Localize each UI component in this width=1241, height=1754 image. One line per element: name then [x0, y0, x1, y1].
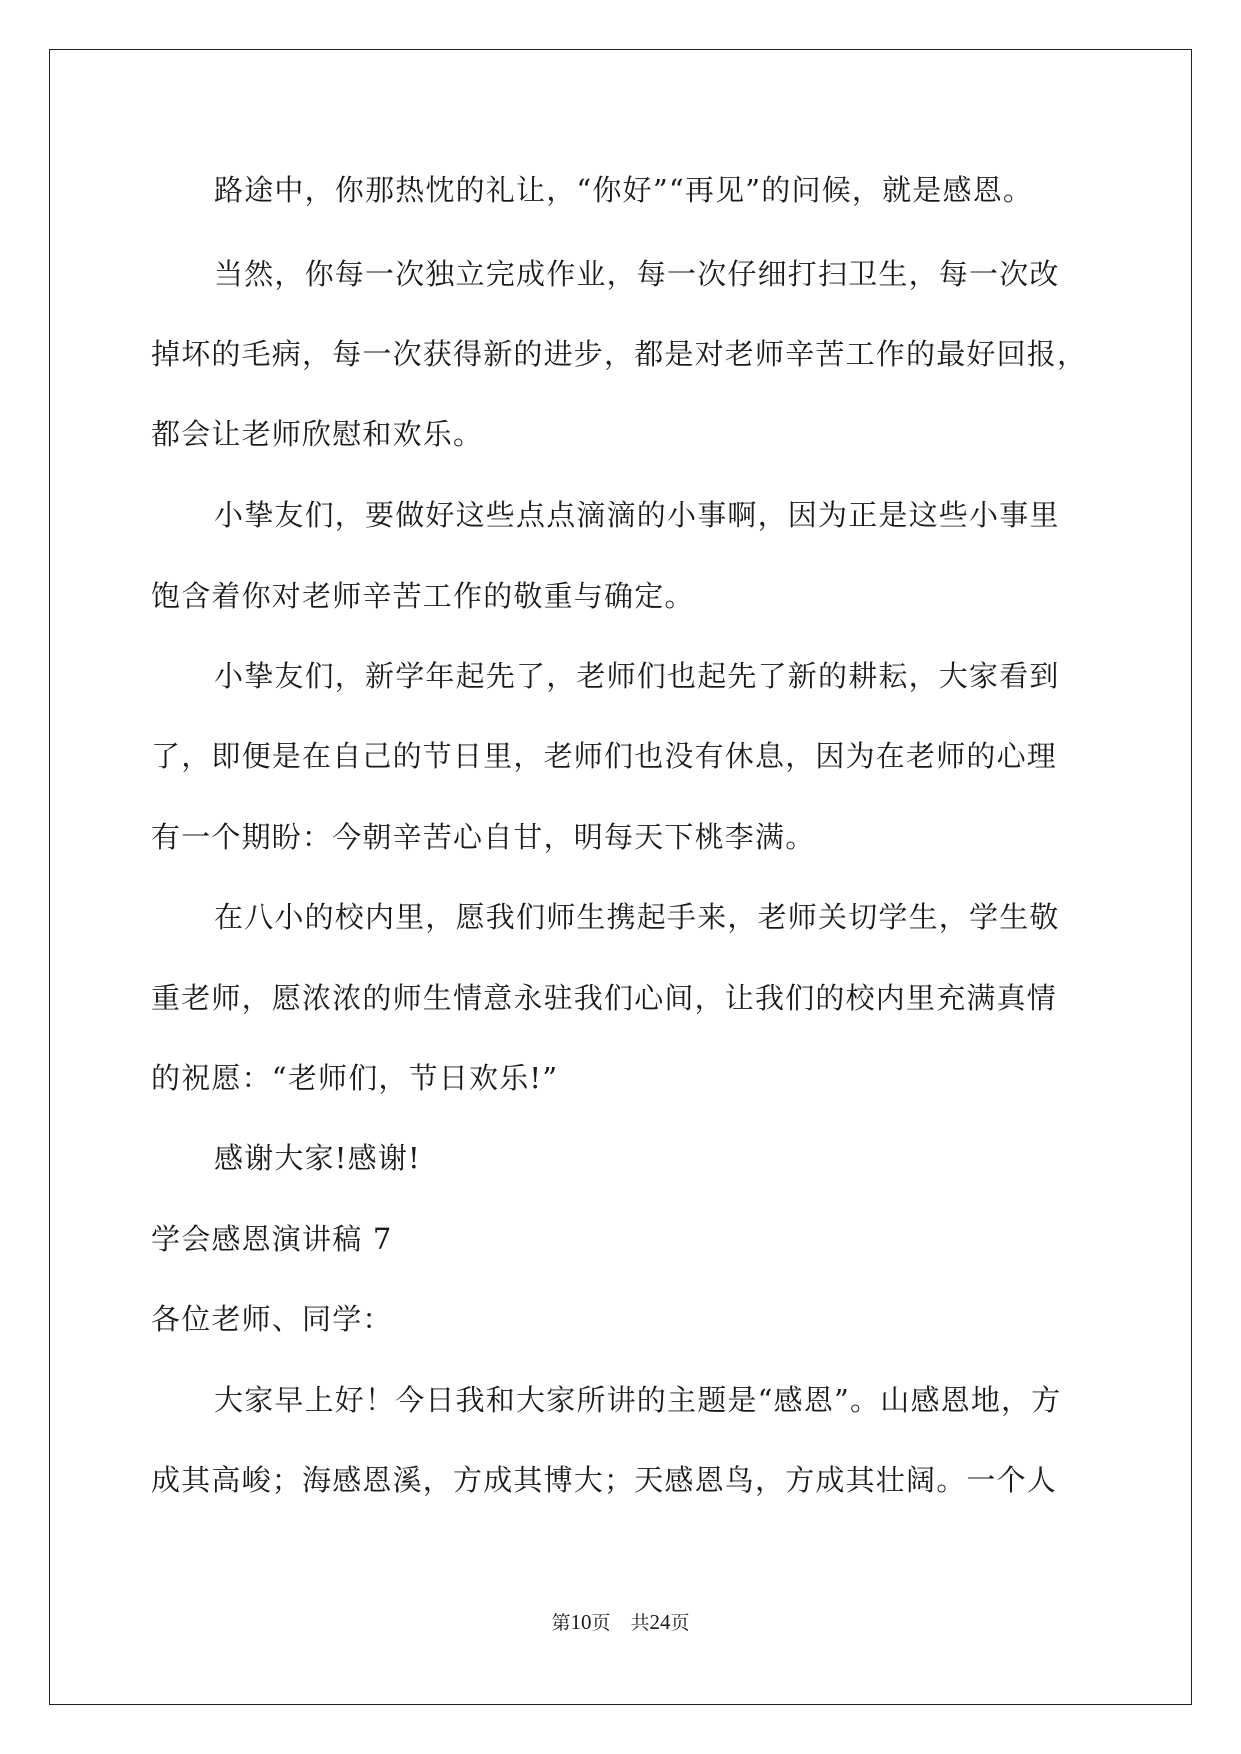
paragraph-line: 掉坏的毛病，每一次获得新的进步，都是对老师辛苦工作的最好回报，	[151, 337, 1088, 371]
page-prefix: 第	[551, 1612, 571, 1634]
total-pages: 24	[649, 1610, 671, 1634]
section-title: 学会感恩演讲稿 7	[151, 1222, 393, 1256]
page-border	[49, 49, 1192, 1705]
paragraph-line: 成其高峻；海感恩溪，方成其博大；天感恩鸟，方成其壮阔。一个人	[151, 1463, 1058, 1497]
paragraph-line: 大家早上好！今日我和大家所讲的主题是“感恩”。山感恩地，方	[214, 1383, 1062, 1417]
paragraph-line: 的祝愿：“老师们，节日欢乐!”	[151, 1061, 559, 1095]
page-footer	[0, 1610, 1241, 1635]
paragraph-line: 重老师，愿浓浓的师生情意永驻我们心间，让我们的校内里充满真情	[151, 981, 1058, 1015]
paragraph-line: 小挚友们，要做好这些点点滴滴的小事啊，因为正是这些小事里	[214, 498, 1060, 532]
paragraph-line: 小挚友们，新学年起先了，老师们也起先了新的耕耘，大家看到	[214, 659, 1060, 693]
paragraph-line: 饱含着你对老师辛苦工作的敬重与确定。	[151, 579, 695, 613]
paragraph-line: 感谢大家!感谢!	[214, 1141, 421, 1175]
paragraph-line: 都会让老师欣慰和欢乐。	[151, 417, 484, 451]
paragraph-line: 当然，你每一次独立完成作业，每一次仔细打扫卫生，每一次改	[214, 257, 1060, 291]
paragraph-line: 在八小的校内里，愿我们师生携起手来，老师关切学生，学生敬	[214, 900, 1060, 934]
paragraph-line: 了，即便是在自己的节日里，老师们也没有休息，因为在老师的心理	[151, 739, 1058, 773]
total-suffix: 页	[670, 1612, 690, 1634]
page-suffix: 页	[591, 1612, 611, 1634]
paragraph-line: 路途中，你那热忱的礼让，“你好”“再见”的问候，就是感恩。	[214, 173, 1034, 207]
salutation: 各位老师、同学：	[151, 1302, 393, 1336]
paragraph-line: 有一个期盼：今朝辛苦心自甘，明每天下桃李满。	[151, 820, 816, 854]
page-number: 10	[570, 1610, 592, 1634]
total-prefix: 共	[630, 1612, 650, 1634]
